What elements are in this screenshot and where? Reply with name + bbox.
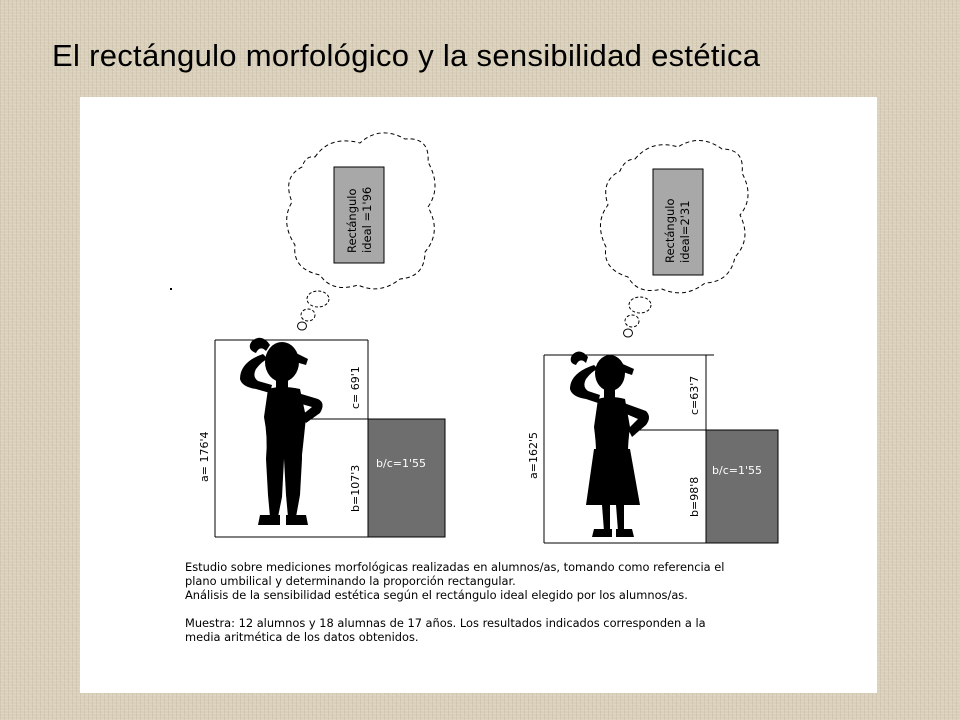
caption-line-3: Análisis de la sensibilidad estética según el rectángulo ideal elegido por los alumnos/as. <box>185 588 688 602</box>
male-b-label: b=107'3 <box>349 464 362 512</box>
diagram-panel <box>80 97 877 693</box>
female-figure-group <box>527 140 778 543</box>
male-silhouette <box>240 338 323 525</box>
male-ratio-label: b/c=1'55 <box>376 457 426 470</box>
female-ratio-box <box>706 430 778 543</box>
male-figure-group <box>198 133 445 537</box>
caption-line-4: Muestra: 12 alumnos y 18 alumnas de 17 años. Los resultados indicados corresponden a la <box>185 616 706 630</box>
male-ideal-label-line2: ideal =1'96 <box>360 186 374 253</box>
female-thought-bubble-small <box>624 329 633 337</box>
male-ideal-rectangle <box>334 167 384 263</box>
caption-line-1: Estudio sobre mediciones morfológicas realizadas en alumnos/as, tomando como referencia el <box>185 560 725 574</box>
female-c-label: c=63'7 <box>688 375 701 415</box>
caption-line-5: media aritmética de los datos obtenidos. <box>185 630 419 644</box>
female-ratio-label: b/c=1'55 <box>712 464 762 477</box>
stray-dot <box>170 288 172 290</box>
female-thought-bubble-medium <box>625 315 639 327</box>
slide-title: El rectángulo morfológico y la sensibilidad estética <box>52 38 761 73</box>
caption-line-2: plano umbilical y determinando la proporción rectangular. <box>185 574 516 588</box>
female-thought-bubble-large <box>629 297 651 313</box>
male-c-label: c= 69'1 <box>349 366 362 409</box>
female-silhouette <box>570 351 649 537</box>
male-thought-bubble-medium <box>301 309 315 321</box>
male-ratio-box <box>368 419 445 537</box>
female-b-label: b=98'8 <box>688 476 701 517</box>
male-ideal-label-line1: Rectángulo <box>345 188 359 253</box>
caption <box>185 560 825 644</box>
female-ideal-label-line1: Rectángulo <box>663 198 677 263</box>
male-thought-bubble-large <box>307 291 329 307</box>
male-thought-bubble-small <box>298 322 307 330</box>
female-ideal-label-line2: ideal=2'31 <box>678 200 692 263</box>
female-a-label: a=162'5 <box>527 432 540 479</box>
male-a-label: a= 176'4 <box>198 431 211 482</box>
